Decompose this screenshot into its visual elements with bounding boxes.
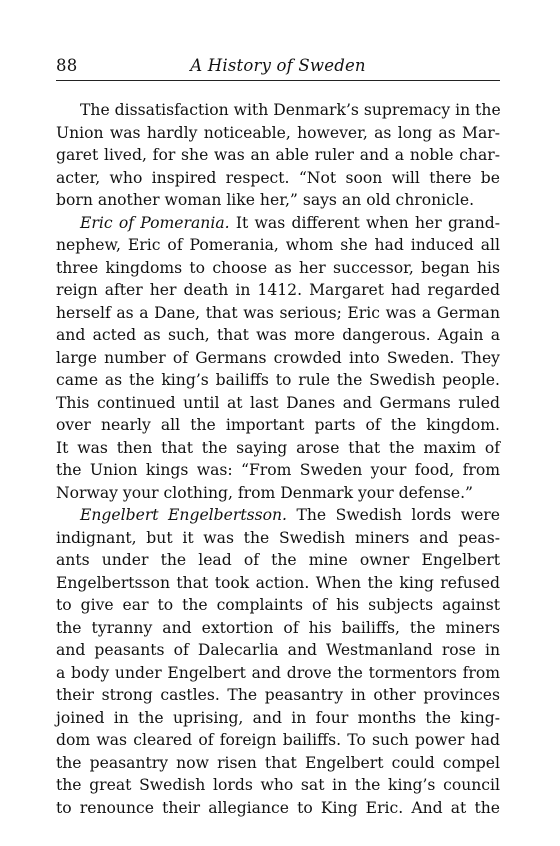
text-line: reign after her death in 1412. Margaret had regarded [56,281,500,299]
text-line: and acted as such, that was more dangerous. Again a [56,326,500,344]
text-line: joined in the uprising, and in four months the king- [56,708,500,727]
text-line-rest: The Swedish lords were [287,506,500,524]
text-line [56,212,500,235]
page-body [56,99,500,819]
section-subhead: Eric of Pomerania. [80,213,230,232]
text-line: born another woman like her,” says an old chronicle. [56,191,475,209]
text-line-rest: It was different when her grand- [229,213,500,232]
text-line: the Union kings was: “From Sweden your food, from [56,461,500,479]
text-line: their strong castles. The peasantry in other provinces [56,686,500,704]
running-title: A History of Sweden [190,56,366,75]
text-line: This continued until at last Danes and Germans ruled [56,393,500,412]
text-line: three kingdoms to choose as her successor, began his [56,258,500,277]
paragraph-engelbert-engelbertsson [56,504,500,819]
header-rule [56,80,500,81]
text-line: came as the king’s bailiffs to rule the Swedish people. [56,371,500,389]
text-line [56,504,500,527]
text-line: The dissatisfaction with Denmark’s supremacy in the [80,101,501,119]
page-number: 88 [56,56,78,75]
text-line: dom was cleared of foreign bailiffs. To such power had [56,731,500,749]
text-line: ants under the lead of the mine owner Engelbert [56,551,500,569]
text-line: and peasants of Dalecarlia and Westmanland rose in [56,641,500,659]
text-line: Engelbertsson that took action. When the king refused [56,573,500,592]
text-line: nephew, Eric of Pomerania, whom she had induced all [56,236,500,254]
text-line: acter, who inspired respect. “Not soon will there be [56,168,500,187]
section-subhead: Engelbert Engelbertsson. [80,506,287,524]
paragraph-union-dissatisfaction [56,99,500,212]
text-line: Norway your clothing, from Denmark your defense.” [56,483,474,502]
text-line: the tyranny and extortion of his bailiffs, the miners [56,618,500,637]
text-line: the great Swedish lords who sat in the king’s council [56,776,500,794]
text-line: Union was hardly noticeable, however, as long as Mar- [56,123,500,142]
text-line: large number of Germans crowded into Sweden. They [56,348,500,367]
text-line: to give ear to the complaints of his subjects against [56,596,500,614]
text-line: It was then that the saying arose that the maxim of [56,438,500,457]
text-line: the peasantry now risen that Engelbert could compel [56,753,500,772]
book-page [56,54,500,819]
text-line: indignant, but it was the Swedish miners and peas- [56,528,500,547]
paragraph-eric-of-pomerania [56,212,500,505]
text-line: to renounce their allegiance to King Eric. And at the [56,798,500,817]
text-line: garet lived, for she was an able ruler and a noble char- [56,146,500,164]
text-line: over nearly all the important parts of the kingdom. [56,416,500,434]
page-header [56,54,500,80]
text-line: herself as a Dane, that was serious; Eric was a German [56,303,500,322]
text-line: a body under Engelbert and drove the tormentors from [56,663,500,682]
